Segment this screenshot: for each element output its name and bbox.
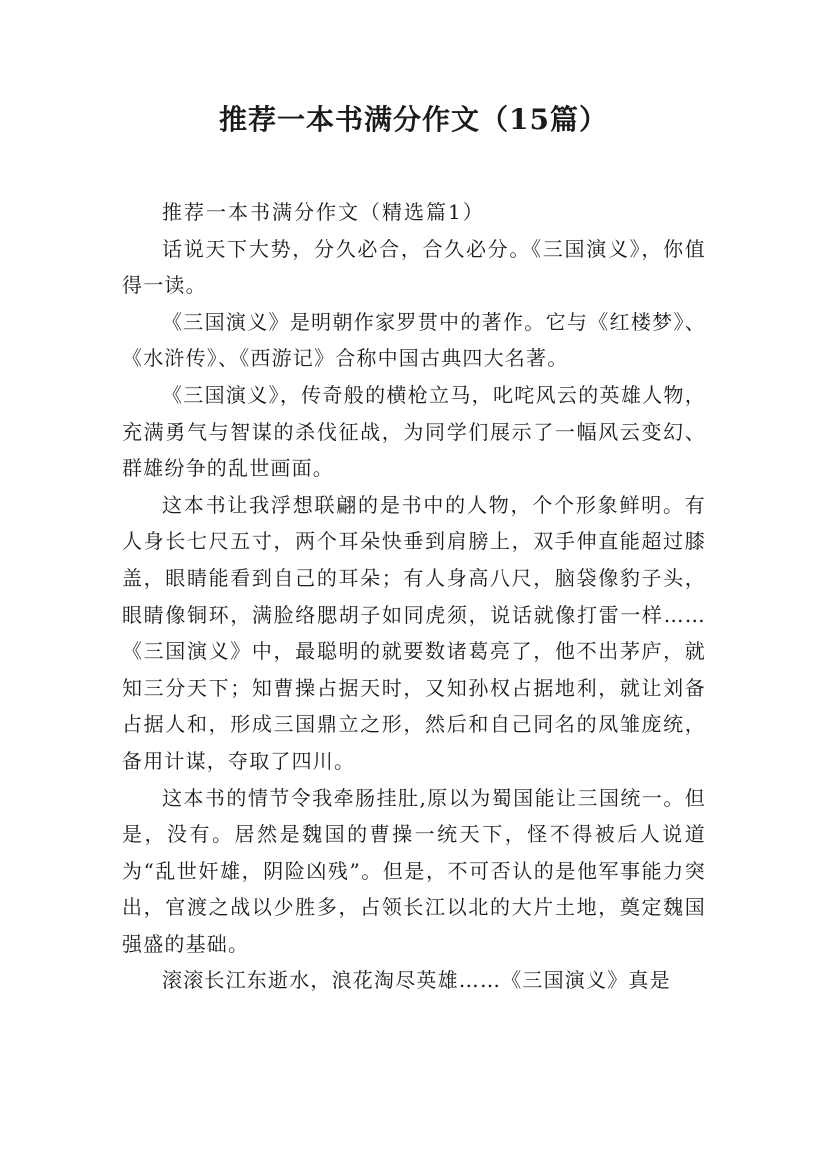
paragraph: 滚滚长江东逝水，浪花淘尽英雄……《三国演义》真是 (162, 968, 671, 993)
paragraph: 话说天下大势，分久必合，合久必分。《三国演义》，你值得一读。 (122, 236, 706, 298)
document-title: 推荐一本书满分作文（15篇） (219, 103, 608, 136)
paragraph: 这本书让我浮想联翩的是书中的人物，个个形象鲜明。有人身长七尺五寸，两个耳朵快垂到肩膀上，双手伸直能超过膝盖，眼睛能看到自己的耳朵；有人身高八尺，脑袋像豹子头，眼睛像铜环，满脸络腮胡子如同虎须，说话就像打雷一样……《三国演义》中，最聪明的就要数诸葛亮了，他不出茅庐，就知三分天下；知曹操占据天时，又知孙权占据地利，就让刘备占据人和，形成三国鼎立之形，然后和自己同名的凤雏庞统，备用计谋，夺取了四川。 (122, 492, 706, 773)
paragraph: 《三国演义》，传奇般的横枪立马，叱咤风云的英雄人物，充满勇气与智谋的杀伐征战，为同学们展示了一幅风云变幻、群雄纷争的乱世画面。 (122, 382, 706, 481)
document-body (122, 194, 706, 999)
section-heading: 推荐一本书满分作文（精选篇1） (162, 200, 485, 224)
paragraph: 《三国演义》是明朝作家罗贯中的著作。它与《红楼梦》、《水浒传》、《西游记》合称中国古典四大名著。 (122, 309, 706, 371)
paragraph: 这本书的情节令我牵肠挂肚,原以为蜀国能让三国统一。但是，没有。居然是魏国的曹操一统天下，怪不得被后人说道为“乱世奸雄，阴险凶残”。但是，不可否认的是他军事能力突出，官渡之战以少胜多，占领长江以北的大片土地，奠定魏国强盛的基础。 (122, 785, 706, 956)
